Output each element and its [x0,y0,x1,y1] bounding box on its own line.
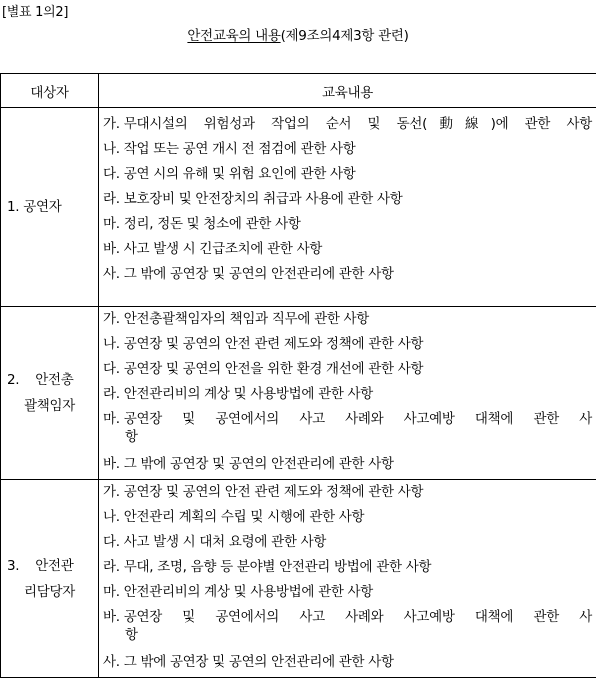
item-marker: 가. [103,311,120,327]
list-item [103,480,592,505]
header-target: 대상자 [1,74,99,108]
item-marker: 가. [103,116,120,132]
item-marker: 바. [103,609,120,625]
group-row-safety-chief [1,307,596,480]
list-item [103,580,592,605]
group-row-performer [1,108,596,307]
item-text: 정리, 정돈 및 청소에 관한 사항 [123,216,301,232]
item-text: 안전관리비의 계상 및 사용방법에 관한 사항 [123,584,374,600]
list-item [103,382,592,407]
items-cell-safety-manager [99,480,596,678]
education-table [0,73,596,678]
list-item [103,650,592,675]
title-main: 안전교육의 내용 [187,28,281,44]
list-item [103,162,592,187]
list-item [103,112,592,137]
list-item [103,332,592,357]
item-text-continuation: 항 [125,627,138,643]
list-item [103,505,592,530]
item-marker: 마. [103,411,120,427]
group-row-safety-manager [1,480,596,678]
list-item [103,452,592,477]
item-marker: 다. [103,166,120,182]
title-reference: (제9조의4제3항 관련) [280,28,409,44]
item-marker: 라. [103,386,120,402]
item-marker: 라. [103,559,120,575]
list-item [103,212,592,237]
item-text: 사고 발생 시 대처 요령에 관한 사항 [123,534,327,550]
item-marker: 사. [103,654,120,670]
list-item [103,605,592,630]
items-cell-performer [99,108,596,307]
item-marker: 마. [103,216,120,232]
target-label-line1: 3. 안전관 [7,557,74,574]
item-text: 그 밖에 공연장 및 공연의 안전관리에 관한 사항 [123,654,394,670]
item-marker: 나. [103,141,120,157]
item-marker: 다. [103,534,120,550]
item-text: 보호장비 및 안전장치의 취급과 사용에 관한 사항 [123,191,403,207]
item-text: 안전관리비의 계상 및 사용방법에 관한 사항 [123,386,374,402]
list-item [103,307,592,332]
item-text: 작업 또는 공연 개시 전 점검에 관한 사항 [123,141,356,157]
item-text: 안전관리 계획의 수립 및 시행에 관한 사항 [123,509,365,525]
header-row [1,74,596,108]
list-item [103,555,592,580]
attachment-label: [별표 1의2] [2,5,69,20]
target-cell-safety-chief [1,307,99,480]
item-text: 그 밖에 공연장 및 공연의 안전관리에 관한 사항 [123,456,394,472]
list-item [103,137,592,162]
target-cell-safety-manager [1,480,99,678]
list-item [103,407,592,432]
item-marker: 라. [103,191,120,207]
item-text: 사고 발생 시 긴급조치에 관한 사항 [123,241,323,257]
item-text: 공연장 및 공연의 안전을 위한 환경 개선에 관한 사항 [123,361,424,377]
item-marker: 다. [103,361,120,377]
item-marker: 마. [103,584,120,600]
list-item [103,262,592,287]
item-text: 공연장 및 공연의 안전 관련 제도와 정책에 관한 사항 [123,484,424,500]
target-cell-performer [1,108,99,307]
item-text: 공연 시의 유해 및 위험 요인에 관한 사항 [123,166,356,182]
items-cell-safety-chief [99,307,596,480]
target-label: 1. 공연자 [7,199,62,215]
item-marker: 사. [103,266,120,282]
target-label-line1: 2. 안전총 [7,372,74,388]
list-item [103,357,592,382]
target-label-line2: 괄책임자 [24,398,75,414]
item-marker: 나. [103,336,120,352]
document-title [0,24,596,44]
target-label-line2: 리담당자 [24,583,75,600]
item-marker: 나. [103,509,120,525]
item-text-continuation: 항 [125,429,138,445]
list-item [103,187,592,212]
item-marker: 바. [103,241,120,257]
header-content: 교육내용 [99,74,596,108]
item-text: 무대, 조명, 음향 등 분야별 안전관리 방법에 관한 사항 [123,559,432,575]
item-marker: 가. [103,484,120,500]
item-text: 그 밖에 공연장 및 공연의 안전관리에 관한 사항 [123,266,394,282]
item-text: 공연장 및 공연의 안전 관련 제도와 정책에 관한 사항 [123,336,424,352]
item-text: 공연장 및 공연에서의 사고 사례와 사고예방 대책에 관한 사 [123,411,592,427]
item-marker: 바. [103,456,120,472]
item-text: 공연장 및 공연에서의 사고 사례와 사고예방 대책에 관한 사 [123,609,592,625]
list-item [103,530,592,555]
list-item [103,237,592,262]
item-text: 무대시설의 위험성과 작업의 순서 및 동선(動線)에 관한 사항 [123,116,592,132]
item-text: 안전총괄책임자의 책임과 직무에 관한 사항 [123,311,370,327]
